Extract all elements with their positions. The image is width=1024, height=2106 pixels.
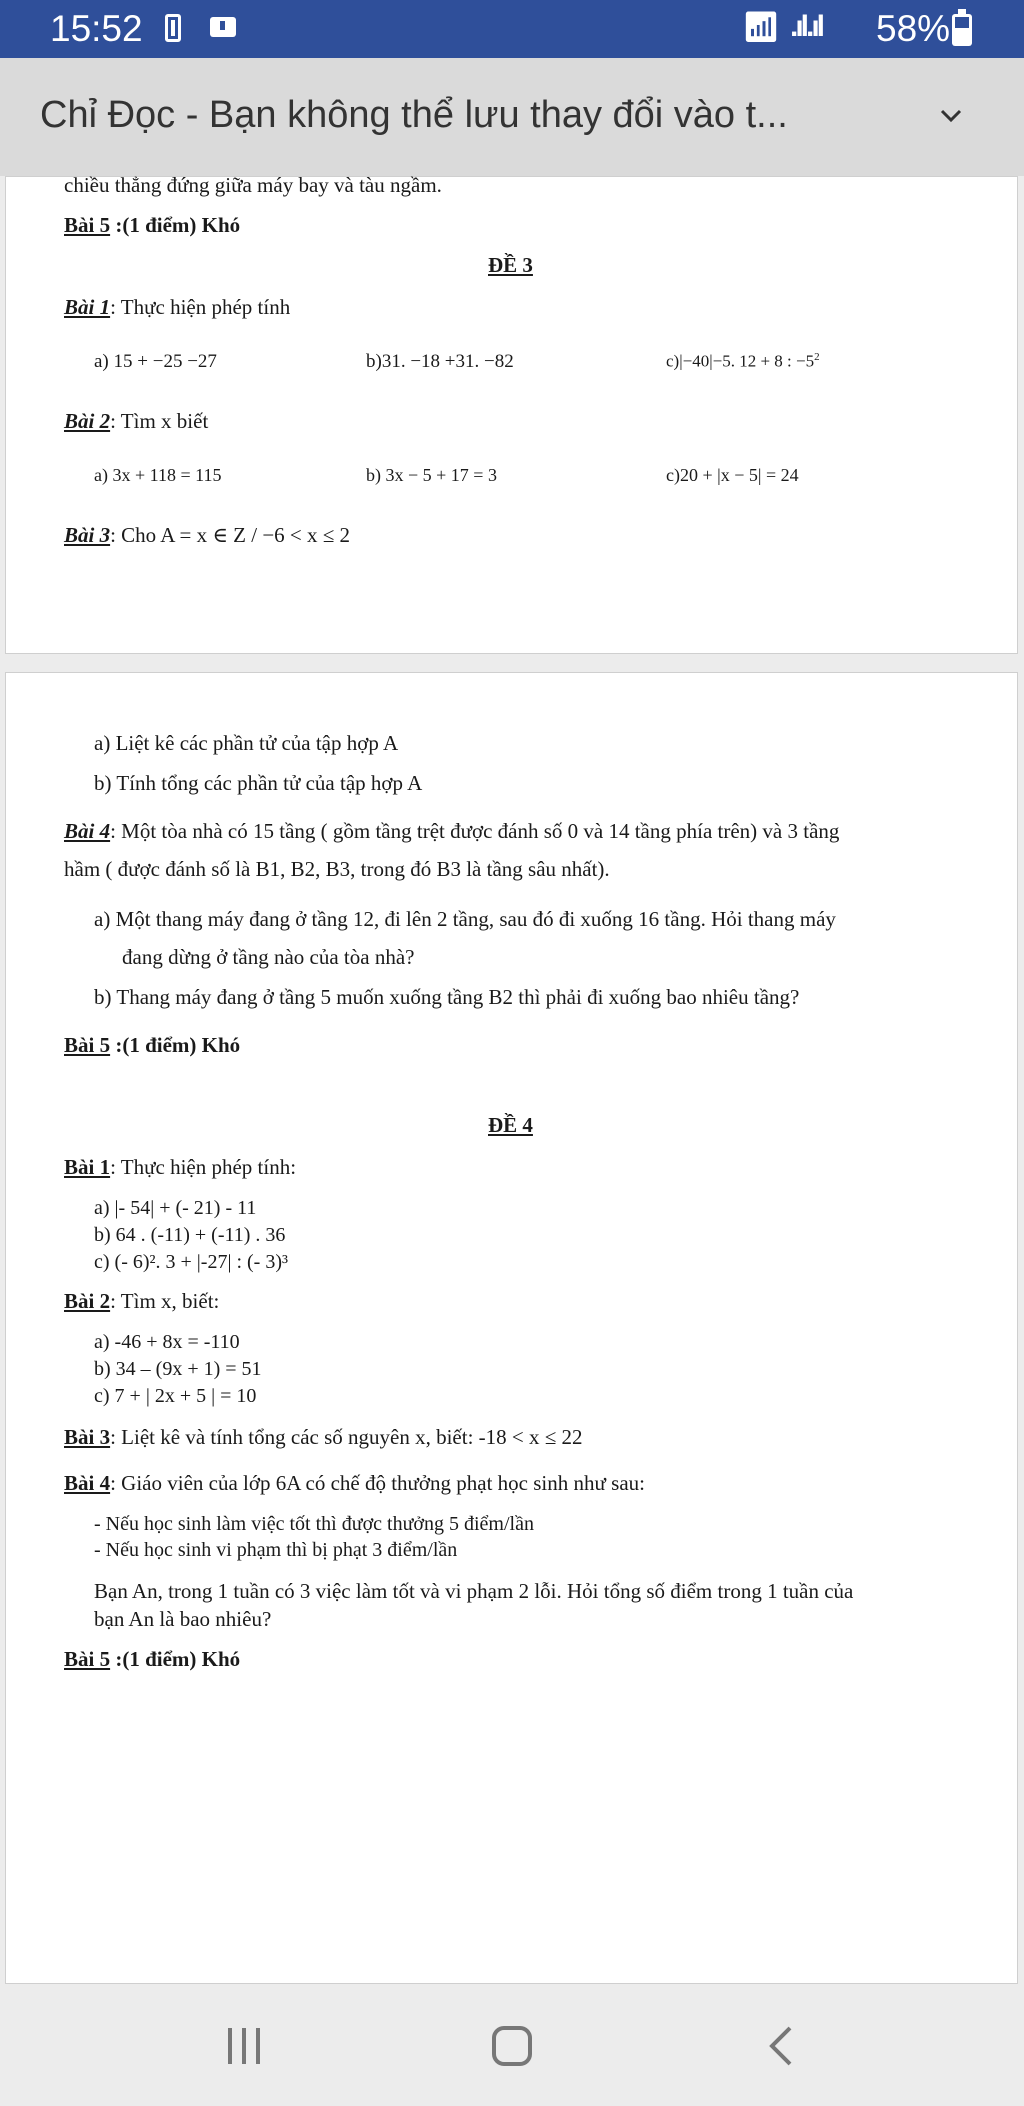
problem-heading <box>64 819 839 844</box>
list-item: - Nếu học sinh làm việc tốt thì được thưởng 5 điểm/lần <box>94 1513 534 1535</box>
chevron-down-icon[interactable] <box>940 104 962 126</box>
list-item-continued: đang dừng ở tầng nào của tòa nhà? <box>122 945 415 969</box>
problem-desc: : Thực hiện phép tính <box>110 295 291 319</box>
problem-label: Bài 5 <box>64 213 111 237</box>
battery-percent: 58% <box>876 8 951 49</box>
message-notification-icon <box>210 17 236 37</box>
exam-title: ĐỀ 4 <box>488 1113 533 1137</box>
list-item: b) Tính tổng các phần tử của tập hợp A <box>94 771 423 795</box>
problem-label: Bài 1 <box>64 295 111 319</box>
back-icon[interactable] <box>766 2024 796 2068</box>
problem-desc: : Tìm x, biết: <box>110 1289 220 1313</box>
equation: a) 3x + 118 = 115 <box>94 465 222 485</box>
problem-heading <box>64 295 290 320</box>
expression: b)31. −18 +31. −82 <box>366 351 514 372</box>
exponent: 2 <box>814 351 820 363</box>
paragraph: chiều thẳng đứng giữa máy bay và tàu ngầm. <box>64 173 442 197</box>
banner-text: Chỉ Đọc - Bạn không thể lưu thay đổi vào t... <box>40 94 788 136</box>
document-page <box>5 672 1018 1984</box>
list-item: a) -46 + 8x = -110 <box>94 1331 240 1353</box>
problem-desc: : Thực hiện phép tính: <box>110 1155 297 1179</box>
problem-heading <box>64 523 350 548</box>
problem-desc: : Một tòa nhà có 15 tầng ( gồm tầng trệt được đánh số 0 và 14 tầng phía trên) và 3 tầng <box>110 819 840 843</box>
problem-desc: : Tìm x biết <box>110 409 209 433</box>
problem-heading <box>64 1425 583 1450</box>
problem-desc: :(1 điểm) Khó <box>110 1647 241 1671</box>
list-item: a) Một thang máy đang ở tầng 12, đi lên 2 tầng, sau đó đi xuống 16 tầng. Hỏi thang máy <box>94 907 836 931</box>
list-item: c) (- 6)². 3 + |-27| : (- 3)³ <box>94 1251 288 1273</box>
problem-heading <box>64 213 240 238</box>
problem-label: Bài 5 <box>64 1647 111 1671</box>
equation: b) 3x − 5 + 17 = 3 <box>366 465 497 485</box>
problem-heading <box>64 409 208 434</box>
recents-icon[interactable] <box>228 2028 262 2064</box>
problem-label: Bài 1 <box>64 1155 111 1179</box>
equation: c)20 + |x − 5| = 24 <box>666 465 799 485</box>
problem-desc: : Giáo viên của lớp 6A có chế độ thưởng phạt học sinh như sau: <box>110 1471 645 1495</box>
problem-heading <box>64 1471 645 1496</box>
expression: a) 15 + −25 −27 <box>94 351 217 372</box>
paragraph: bạn An là bao nhiêu? <box>94 1607 272 1631</box>
document-page <box>5 173 1018 654</box>
list-item: - Nếu học sinh vi phạm thì bị phạt 3 điểm/lần <box>94 1539 458 1561</box>
battery-icon <box>952 14 972 46</box>
battery-saver-icon <box>165 14 181 42</box>
signal-icon: .ıl.ıl <box>790 10 823 43</box>
problem-label: Bài 4 <box>64 1471 111 1495</box>
problem-heading <box>64 1647 240 1672</box>
problem-desc: : Liệt kê và tính tổng các số nguyên x, biết: -18 < x ≤ 22 <box>110 1425 583 1449</box>
problem-desc: :(1 điểm) Khó <box>110 213 241 237</box>
list-item: b) 34 – (9x + 1) = 51 <box>94 1358 262 1380</box>
list-item: a) Liệt kê các phần tử của tập hợp A <box>94 731 399 755</box>
problem-label: Bài 3 <box>64 523 111 547</box>
list-item: c) 7 + | 2x + 5 | = 10 <box>94 1385 257 1407</box>
problem-label: Bài 2 <box>64 409 111 433</box>
wifi-icon: 📶︎ <box>742 11 781 44</box>
paragraph: Bạn An, trong 1 tuần có 3 việc làm tốt và vi phạm 2 lỗi. Hỏi tổng số điểm trong 1 tuần của <box>94 1579 854 1603</box>
home-icon[interactable] <box>492 2026 532 2066</box>
problem-label: Bài 5 <box>64 1033 111 1057</box>
expression-text: c)|−40|−5. 12 + 8 : −5 <box>666 351 815 371</box>
problem-label: Bài 4 <box>64 819 111 843</box>
list-item: b) 64 . (-11) + (-11) . 36 <box>94 1224 286 1246</box>
read-only-banner[interactable] <box>0 58 1024 176</box>
list-item: a) |- 54| + (- 21) - 11 <box>94 1197 257 1219</box>
problem-desc: :(1 điểm) Khó <box>110 1033 241 1057</box>
problem-desc: : Cho A = x ∈ Z / −6 < x ≤ 2 <box>110 523 351 547</box>
exam-title: ĐỀ 3 <box>488 253 533 277</box>
problem-heading <box>64 1289 219 1314</box>
problem-heading <box>64 1033 240 1058</box>
paragraph: hầm ( được đánh số là B1, B2, B3, trong đó B3 là tầng sâu nhất). <box>64 857 610 881</box>
expression <box>666 351 820 372</box>
status-bar <box>0 0 1024 58</box>
list-item: b) Thang máy đang ở tầng 5 muốn xuống tầng B2 thì phải đi xuống bao nhiêu tầng? <box>94 985 800 1009</box>
clock: 15:52 <box>50 8 143 49</box>
problem-heading <box>64 1155 296 1180</box>
problem-label: Bài 3 <box>64 1425 111 1449</box>
problem-label: Bài 2 <box>64 1289 111 1313</box>
